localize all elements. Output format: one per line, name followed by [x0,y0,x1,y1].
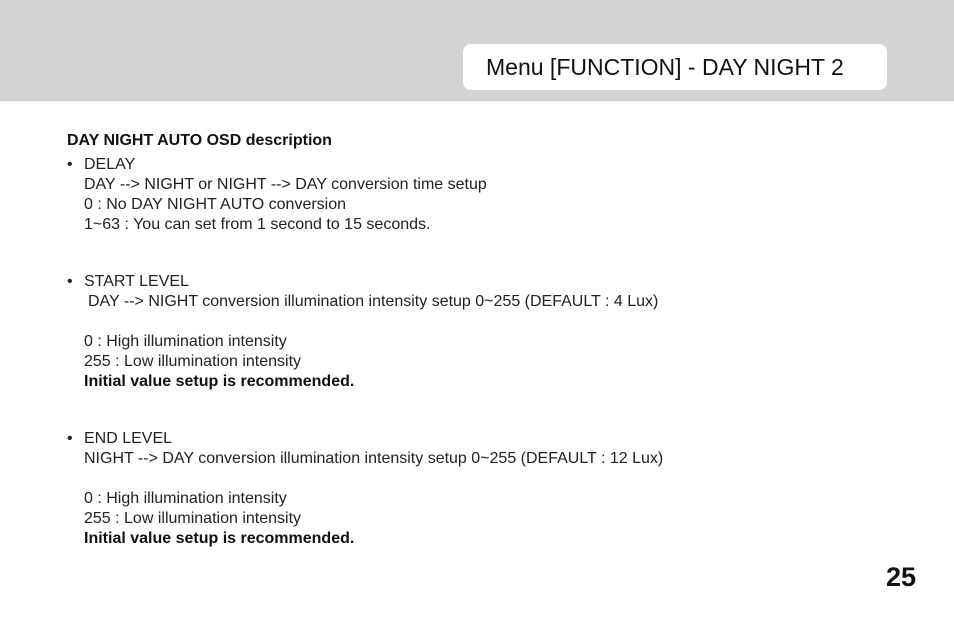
item-line: 0 : No DAY NIGHT AUTO conversion [84,196,347,213]
item-line: DAY --> NIGHT or NIGHT --> DAY conversion time setup [84,176,487,193]
section-title: DAY NIGHT AUTO OSD description [67,132,332,149]
line-spacer [84,469,887,489]
content-body [67,131,887,549]
section-gap [67,235,887,272]
bullet: • [67,430,73,447]
item-heading: DELAY [84,156,136,173]
item-note: Initial value setup is recommended. [84,373,355,390]
item-line: 0 : High illumination intensity [84,490,287,507]
list-item-delay [67,155,887,235]
section-gap [67,392,887,429]
item-line: 0 : High illumination intensity [84,333,287,350]
page-number: 25 [886,562,917,592]
item-line: 1~63 : You can set from 1 second to 15 seconds. [84,216,431,233]
item-note: Initial value setup is recommended. [84,530,355,547]
item-description: DAY --> NIGHT conversion illumination intensity setup 0~255 (DEFAULT : 4 Lux) [88,293,659,310]
line-spacer [84,312,887,332]
bullet: • [67,273,73,290]
item-line: 255 : Low illumination intensity [84,353,302,370]
page-title: Menu [FUNCTION] - DAY NIGHT 2 [480,50,850,84]
bullet: • [67,156,73,173]
item-heading: END LEVEL [84,430,173,447]
list-item-start-level [67,272,887,392]
item-line: 255 : Low illumination intensity [84,510,302,527]
item-description: NIGHT --> DAY conversion illumination intensity setup 0~255 (DEFAULT : 12 Lux) [84,450,664,467]
list-item-end-level [67,429,887,549]
item-heading: START LEVEL [84,273,189,290]
